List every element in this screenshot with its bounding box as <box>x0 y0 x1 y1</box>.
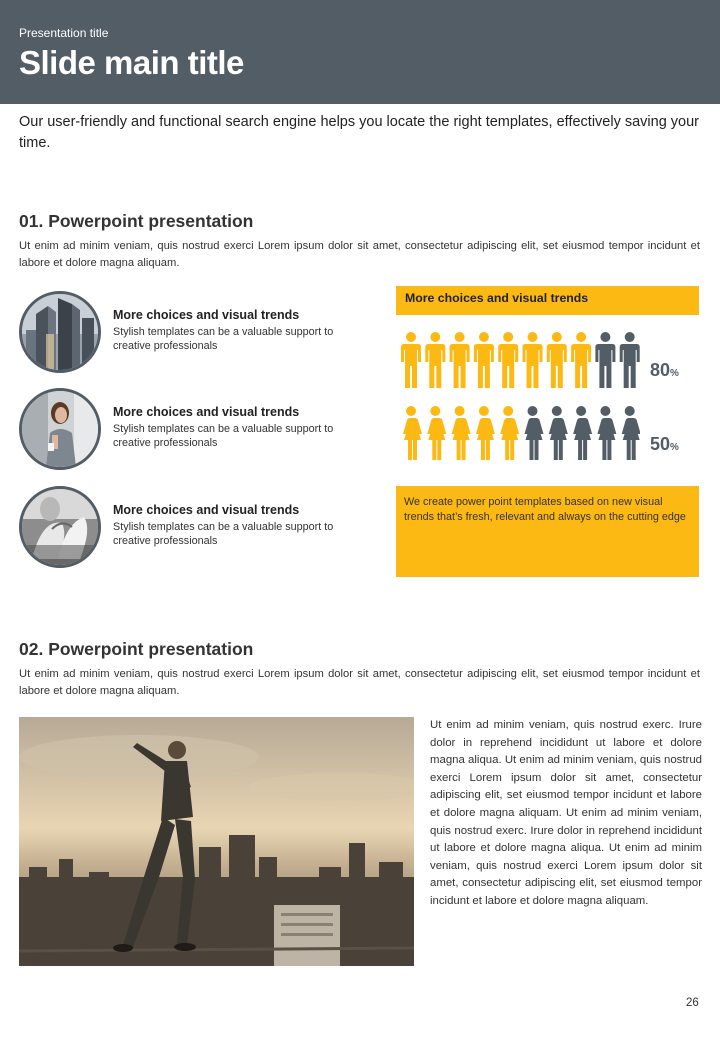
chart-header <box>396 286 699 315</box>
header-bar <box>0 0 720 104</box>
women-pictogram <box>401 406 640 462</box>
section1-body: Ut enim ad minim veniam, quis nostrud exerci Lorem ipsum dolor sit amet, consectetur adipiscing elit, set eiusmod tempor incidunt et labore et dolore magna aliquam. <box>19 240 700 269</box>
men-percent-value: 80 <box>650 360 671 380</box>
businesswoman-photo <box>19 388 101 470</box>
female-person-icon <box>427 406 446 460</box>
section2-title: 02. Powerpoint presentation <box>19 639 254 659</box>
feature-title: More choices and visual trends <box>113 308 300 322</box>
page-number: 26 <box>686 997 699 1009</box>
section2-side-text: Ut enim ad minim veniam, quis nostrud exerc. Irure dolor in reprehend incididunt ut labore et dolore magna aliqua. Ut enim ad minim veniam, quis nostrud exerci Lorem ipsum dolor sit amet, consectetur adipiscing elit, set eiusmod tempor incidunt et labore et dolore magna aliquam. Ut enim ad minim veniam, quis nostrud exerc. Irure dolor in reprehend incididunt ut labore et dolore magna aliqua. Ut enim ad minim veniam, quis nostrud exerci Lorem ipsum dolor sit amet, consectetur adipiscing elit, set eiusmod tempor incidunt et labore et dolore magna aliquam. <box>430 719 702 907</box>
feature-item <box>19 388 359 470</box>
feature-description: Stylish templates can be a valuable support to creative professionals <box>113 326 334 352</box>
feature-title: More choices and visual trends <box>113 503 300 517</box>
skyscrapers-photo <box>19 291 101 373</box>
male-person-icon <box>474 332 494 388</box>
applauding-hands-photo <box>19 486 101 568</box>
male-person-icon <box>425 332 445 388</box>
female-person-icon <box>573 406 592 460</box>
feature-description: Stylish templates can be a valuable support to creative professionals <box>113 423 334 449</box>
male-person-icon <box>401 332 421 388</box>
female-person-icon <box>403 406 422 460</box>
female-person-icon <box>525 406 544 460</box>
women-percent-label <box>650 434 679 455</box>
women-percent-unit: % <box>670 442 679 453</box>
male-person-icon <box>571 332 591 388</box>
male-person-icon <box>620 332 640 388</box>
female-person-icon <box>622 406 640 460</box>
men-percent-unit: % <box>670 368 679 379</box>
female-person-icon <box>500 406 519 460</box>
callout-box <box>396 486 699 577</box>
intro-text: Our user-friendly and functional search engine helps you locate the right templates, effectively saving your time. <box>19 114 699 151</box>
men-percent-label <box>650 360 679 381</box>
men-pictogram <box>401 332 640 388</box>
female-pictogram-row <box>401 406 640 462</box>
male-person-icon <box>547 332 567 388</box>
male-person-icon <box>498 332 518 388</box>
slide-title: Slide main title <box>19 44 244 81</box>
female-person-icon <box>549 406 568 460</box>
feature-description: Stylish templates can be a valuable support to creative professionals <box>113 521 334 547</box>
female-person-icon <box>597 406 616 460</box>
businessman-balancing-photo <box>19 717 414 966</box>
male-person-icon <box>523 332 543 388</box>
section2-body: Ut enim ad minim veniam, quis nostrud exerci Lorem ipsum dolor sit amet, consectetur adipiscing elit, set eiusmod tempor incidunt et labore et dolore magna aliquam. <box>19 668 700 697</box>
male-person-icon <box>450 332 470 388</box>
presentation-title: Presentation title <box>19 26 109 40</box>
female-person-icon <box>452 406 471 460</box>
feature-title: More choices and visual trends <box>113 405 300 419</box>
section1-title: 01. Powerpoint presentation <box>19 211 254 231</box>
women-percent-value: 50 <box>650 434 671 454</box>
chart-title: More choices and visual trends <box>405 291 589 305</box>
male-pictogram-row <box>401 332 640 388</box>
female-person-icon <box>476 406 495 460</box>
male-person-icon <box>595 332 615 388</box>
callout-text: We create power point templates based on new visual trends that’s fresh, relevant and always on the cutting edge <box>404 496 686 523</box>
feature-item <box>19 486 359 568</box>
feature-item <box>19 291 359 373</box>
